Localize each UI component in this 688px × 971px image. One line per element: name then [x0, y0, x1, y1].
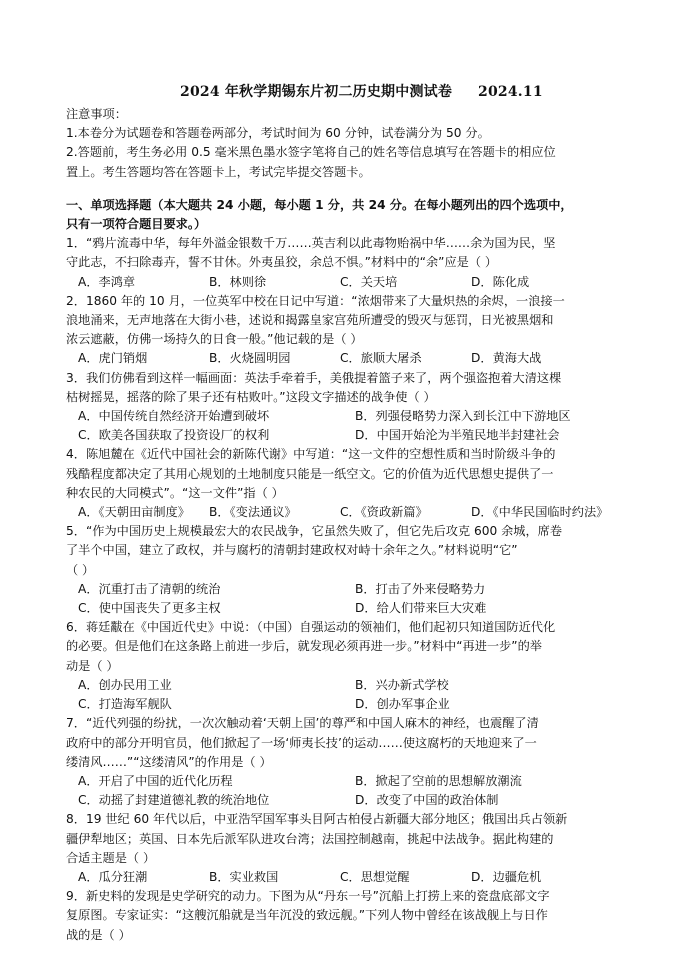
- option-row: [66, 868, 632, 887]
- answer-option: B．火烧圆明园: [209, 351, 291, 366]
- answer-option: A．李鸿章: [78, 274, 136, 289]
- question-stem-line: 复原图。专家证实：“这艘沉船就是当年沉没的致远舰。”下列人物中曾经在该战舰上与日作: [66, 908, 548, 923]
- question-stem-line: 6．蒋廷黻在《中国近代史》中说：（中国）自强运动的领袖们，他们起初只知道国防近代化: [66, 620, 556, 635]
- answer-option: D．《中华民国临时约法》: [471, 505, 609, 520]
- question-stem-line: 3．我们仿佛看到这样一幅画面：英法手牵着手，美俄提着篮子来了，两个强盗抱着大清这棵: [66, 370, 562, 385]
- option-row: [66, 273, 632, 292]
- answer-option: C．关天培: [340, 274, 398, 289]
- answer-option: C．思想觉醒: [340, 869, 410, 884]
- answer-option: A．瓜分狂潮: [78, 869, 148, 884]
- option-row: [66, 349, 632, 368]
- question-9: [66, 887, 632, 945]
- option-row: [66, 580, 632, 599]
- exam-date: 2024.11: [478, 84, 543, 100]
- notes-block: [66, 105, 632, 182]
- question-stem-line: 了半个中国，建立了政权，并与腐朽的清朝封建政权对峙十余年之久。”材料说明“它”: [66, 543, 518, 558]
- answer-option: D．改变了中国的政治体制: [355, 793, 499, 808]
- question-stem-line: 动是（ ）: [66, 658, 119, 673]
- answer-option: B．打击了外来侵略势力: [355, 581, 486, 596]
- answer-option: A．中国传统自然经济开始遭到破坏: [78, 409, 270, 424]
- answer-option: B．掀起了空前的思想解放潮流: [355, 773, 522, 788]
- question-1: [66, 234, 632, 292]
- question-2: [66, 292, 632, 369]
- option-row: [66, 695, 632, 714]
- answer-option: D．黄海大战: [471, 351, 542, 366]
- section-heading-line: 只有一项符合题目要求。）: [66, 217, 207, 232]
- notes-line: 置上。考生答题均答在答题卡上，考试完毕提交答题卡。: [66, 164, 371, 179]
- question-stem-line: 2．1860 年的 10 月，一位英军中校在日记中写道：“浓烟带来了大量炽热的余烬，一浪接一: [66, 293, 565, 308]
- question-3: [66, 369, 632, 446]
- exam-content: [66, 105, 632, 945]
- question-stem-line: 政府中的部分开明官员，他们掀起了一场‘师夷长技’的运动……使这腐朽的天地迎来了一: [66, 735, 537, 750]
- question-stem-line: 5．“作为中国历史上规模最宏大的农民战争，它虽然失败了，但它先后攻克 600 余城，席卷: [66, 524, 563, 539]
- answer-option: C．欧美各国获取了投资设厂的权利: [78, 428, 270, 443]
- exam-title-text: 2024 年秋学期锡东片初二历史期中测试卷: [180, 84, 453, 100]
- notes-header: 注意事项：: [66, 107, 127, 121]
- answer-option: C．动摇了封建道德礼教的统治地位: [78, 793, 270, 808]
- question-5: [66, 522, 632, 618]
- answer-option: D．中国开始沦为半殖民地半封建社会: [355, 428, 560, 443]
- question-4: [66, 445, 632, 522]
- option-row: [66, 426, 632, 445]
- answer-option: D．给人们带来巨大灾难: [355, 601, 487, 616]
- option-row: [66, 791, 632, 810]
- option-row: [66, 676, 632, 695]
- question-stem-line: 浪地涌来，无声地落在大街小巷，述说和揭露皇家宫苑所遭受的毁灭与惩罚，日光被黑烟和: [66, 313, 554, 328]
- section-heading-line: 一、单项选择题（本大题共 24 小题，每小题 1 分，共 24 分。在每小题列出的四个选项中，: [66, 197, 573, 212]
- question-6: [66, 618, 632, 714]
- question-stem-line: 枯树摇晃，摇落的除了果子还有枯败叶。”这段文字描述的战争使（ ）: [66, 389, 436, 404]
- answer-option: C．《资政新篇》: [340, 505, 428, 520]
- question-stem-line: 疆伊犁地区；英国、日本先后派军队进攻台湾；法国控制越南，挑起中法战争。据此构建的: [66, 831, 554, 846]
- answer-option: B．兴办新式学校: [355, 677, 449, 692]
- notes-line: 2.答题前，考生务必用 0.5 毫米黑色墨水签字笔将自己的姓名等信息填写在答题卡的相应位: [66, 145, 556, 160]
- question-stem-line: 缕清风……”“这缕清风”的作用是（ ）: [66, 754, 272, 769]
- answer-option: C．使中国丧失了更多主权: [78, 601, 221, 616]
- answer-option: A．沉重打击了清朝的统治: [78, 581, 221, 596]
- question-stem-line: 残酷程度都决定了其用心规划的土地制度只能是一纸空文。它的价值为近代思想史提供了一: [66, 466, 554, 481]
- option-row: [66, 503, 632, 522]
- question-list: [66, 234, 632, 945]
- answer-option: C．旅顺大屠杀: [340, 351, 422, 366]
- answer-option: D．创办军事企业: [355, 697, 450, 712]
- question-stem-line: 7．“近代列强的纷扰，一次次触动着‘天朝上国’的尊严和中国人麻木的神经，也震醒了清: [66, 716, 539, 731]
- option-row: [66, 599, 632, 618]
- exam-title: [180, 81, 543, 101]
- question-stem-line: 9．新史料的发现是史学研究的动力。下图为从“丹东一号”沉船上打捞上来的瓷盘底部文字: [66, 889, 550, 904]
- question-stem-line: 浓云遮蔽，仿佛一场持久的日食一般。”他记载的是（ ）: [66, 332, 363, 347]
- question-8: [66, 810, 632, 887]
- answer-option: A．虎门销烟: [78, 351, 148, 366]
- question-stem-line: 4．陈旭麓在《近代中国社会的新陈代谢》中写道：“这一文件的空想性质和当时阶级斗争的: [66, 447, 556, 462]
- answer-option: D．陈化成: [471, 274, 530, 289]
- answer-option: B．林则徐: [209, 274, 267, 289]
- answer-option: A．开启了中国的近代化历程: [78, 773, 233, 788]
- question-7: [66, 714, 632, 810]
- answer-option: D．边疆危机: [471, 869, 542, 884]
- answer-option: C．打造海军舰队: [78, 697, 172, 712]
- answer-option: B．实业救国: [209, 869, 279, 884]
- notes-line: 1.本卷分为试题卷和答题卷两部分，考试时间为 60 分钟，试卷满分为 50 分。: [66, 126, 490, 141]
- option-row: [66, 407, 632, 426]
- question-stem-line: 种农民的大同模式”。“这一文件”指（ ）: [66, 485, 284, 500]
- answer-option: B．《变法通议》: [209, 505, 297, 520]
- question-stem-line: 合适主题是（ ）: [66, 850, 156, 865]
- question-stem-line: （ ）: [66, 562, 95, 577]
- answer-option: A．创办民用工业: [78, 677, 172, 692]
- answer-option: A．《天朝田亩制度》: [78, 505, 190, 520]
- question-stem-line: 的必要。但是他们在这条路上前进一步后，就发现必须再进一步。”材料中“再进一步”的举: [66, 639, 542, 654]
- question-stem-line: 守此志，不扫除毒卉，誓不甘休。外夷虽狡，余总不惧。”材料中的“余”应是（ ）: [66, 255, 498, 270]
- section-heading: [66, 196, 632, 234]
- question-stem-line: 1．“鸦片流毒中华，每年外溢金银数千万……英吉利以此毒物贻祸中华……余为国为民，坚: [66, 236, 556, 251]
- question-stem-line: 8．19 世纪 60 年代以后，中亚浩罕国军事头目阿古柏侵占新疆大部分地区；俄国出兵占领新: [66, 812, 568, 827]
- question-stem-line: 战的是（ ）: [66, 927, 131, 942]
- option-row: [66, 772, 632, 791]
- answer-option: B．列强侵略势力深入到长江中下游地区: [355, 409, 571, 424]
